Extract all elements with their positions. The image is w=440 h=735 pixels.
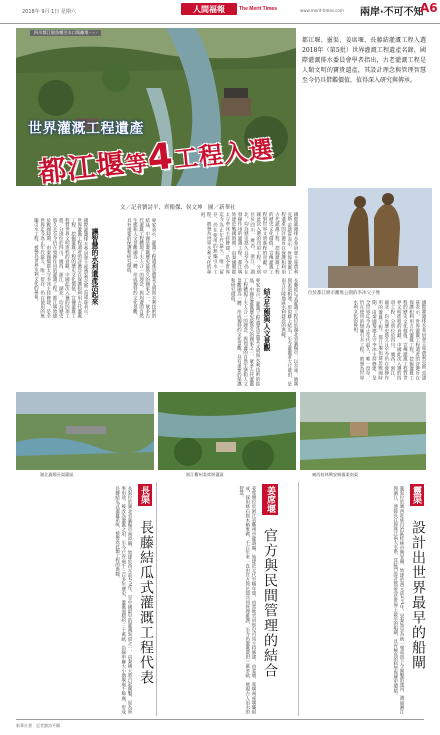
title-lingqu: 設計出世界最早的船閘 bbox=[410, 520, 426, 670]
statue-caption: 位於都江堰市離堆公園的李冰父子像 bbox=[308, 291, 380, 296]
tag-jiangxiyan: 姜席堰 bbox=[262, 484, 278, 515]
website-url: www.merit-times.com bbox=[300, 8, 344, 13]
photo-changqu bbox=[16, 392, 154, 470]
kicker: 世界灌溉工程遺產 bbox=[28, 121, 144, 137]
body-lingqu: 靈渠位於廣西壯族自治區桂林市興安縣，始建於西元前214年，是秦始皇為統一嶺南而下令開鑿的運河，溝通湘江與漓江，連接長江與珠江兩大水系，其陡門設計被認為是世界上最早的船閘，具有極高的科學與歷史價值。 bbox=[392, 486, 404, 714]
photo-jiangxiyan bbox=[158, 392, 296, 470]
byline: 文／記者劉詩平、齊衛傑、侯文坤 圖／新華社 bbox=[120, 205, 236, 211]
newspaper-logo-en: The Merit Times bbox=[239, 6, 277, 12]
title-changqu: 長藤結瓜式灌溉工程代表 bbox=[138, 520, 154, 685]
body-text-1d: 專家表示，灌溉工程遺產是農業文明與水利技術的結晶，中國是灌溉歷史最悠久的國家之一，眾多古代灌溉工程體現了天人合一的理念，與周邊的自然生態和人文景觀融為一體，形成獨特的文化景觀，具有重要的保護和研究價值。 bbox=[126, 218, 156, 318]
tag-changqu: 長渠 bbox=[138, 484, 152, 506]
subhead-1: 讓智慧的水利遺產活起來 bbox=[91, 228, 99, 305]
page-footer bbox=[16, 719, 424, 729]
divider-1 bbox=[156, 482, 157, 716]
divider-2 bbox=[298, 482, 299, 716]
headline-part-a: 都江堰 bbox=[36, 146, 127, 189]
page-header bbox=[0, 0, 440, 24]
photo-caption-2: 浙江衢州姜席堰灌區 bbox=[186, 472, 224, 477]
body-text-1b: 國際灌溉排水委員會主席費利克斯‧雷諾茲表示，世界灌溉工程遺產的評選旨在保護和利用古代灌溉工程，挖掘灌溉工程的歷史文化價值，宣傳灌溉工程對世界文明進程的貢獻。中國此次入選的四項工程，分別位於四川、廣西、浙江、湖北，均為歷史悠久且至今仍在發揮作用的灌溉工程。都江堰始建於戰國時期，由秦國蜀郡太守李冰主持修建，是全世界迄今為止年代最久、唯一留存、仍在使用的無壩引水工程，被譽為世界水利文化的鼻祖。 bbox=[199, 212, 298, 274]
headline-part-c: 工程入選 bbox=[172, 135, 275, 174]
page-number: A6 bbox=[420, 1, 438, 15]
body-changqu: 長渠位於湖北省襄陽市南漳縣，始建於西元前279年，是中國最早的灌溉渠道之一，由秦國大將白起開鑿，原為軍事用途，後改為灌溉之用，至今已有兩千三百多年歷史，灌溉面積約三十萬畝，沿線串聯大小塘堰兩千餘處，形成長藤結瓜式灌溉系統，被譽為此類工程的典範。 bbox=[114, 486, 132, 714]
photo-lingqu bbox=[300, 392, 426, 470]
title-jiangxiyan: 官方與民間管理的結合 bbox=[262, 528, 278, 678]
photo-caption-1: 湖北襄陽長渠灌區 bbox=[40, 472, 74, 477]
photo-caption-3: 廣西桂林興安縣靈渠南渠 bbox=[312, 472, 359, 477]
body-text-1c: 國際灌溉排水委員會主席費利克斯‧雷諾茲表示，世界灌溉工程遺產的評選旨在保護和利用古代灌溉工程，挖掘灌溉工程的歷史文化價值，宣傳灌溉工程對世界文明進程的貢獻。中國此次入選的四項工程，分別位於四川、廣西、浙江、湖北，均為歷史悠久且至今仍在發揮作用的灌溉工程。都江堰始建於戰國時期，由秦國蜀郡太守李冰主持修建，是全世界迄今為止年代最久、唯一留存、仍在使用的無壩引水工程，被譽為世界水利文化的鼻祖。 bbox=[33, 218, 88, 318]
footer-credit: 新華社發 記者劉詩平攝 bbox=[16, 723, 60, 728]
headline-number: 4 bbox=[145, 135, 176, 180]
tag-lingqu: 靈渠 bbox=[410, 484, 424, 506]
headline-part-b: 等 bbox=[123, 151, 150, 179]
hero-caption: 四川都江堰魚嘴引水口與離堆⋯⋯ bbox=[30, 30, 101, 36]
body-jiangxiyan: 姜席堰位於浙江省衢州市龍游縣，始建於元代至順年間，由當地官員察兒可馬主持修建，由姜堰、席堰兩座堰壩組成，採用條石與木樁堆砌，千百年來一直由官方與民間共同管理維護，至今仍灌溉農田三萬多畝，展現古人治水的智慧。 bbox=[238, 486, 256, 714]
section-title: 兩岸‧不可不知 bbox=[360, 7, 424, 18]
subhead-2: 結合生態與人文景觀 bbox=[263, 288, 271, 351]
newspaper-logo: 人間福報 bbox=[181, 3, 237, 15]
body-text-2a: 專家表示，灌溉工程遺產是農業文明與水利技術的結晶，中國是灌溉歷史最悠久的國家之一，眾多古代灌溉工程體現了天人合一的理念，與周邊的自然生態和人文景觀融為一體，形成獨特的文化景觀，具有重要的保護和研究價值。 bbox=[230, 278, 260, 386]
body-text-1a: 國際灌溉排水委員會主席費利克斯‧雷諾茲表示，世界灌溉工程遺產的評選旨在保護和利用古代灌溉工程，挖掘灌溉工程的歷史文化價值，宣傳灌溉工程對世界文明進程的貢獻。中國此次入選的四項工程，分別位於四川、廣西、浙江、湖北，均為歷史悠久且至今仍在發揮作用的灌溉工程。都江堰始建於戰國時期，由秦國蜀郡太守李冰主持修建，是全世界迄今為止年代最久、唯一留存、仍在使用的無壩引水工程，被譽為世界水利文化的鼻祖。 bbox=[352, 300, 426, 380]
issue-date: 2018年 9月 1日 星期六 bbox=[22, 9, 76, 15]
body-text-2b: 長藤結瓜式灌溉工程位於湖北省襄陽市，以水庫、塘堰與渠道相連，形似藤上結瓜，至今灌溉著大片農田，是南方丘陵地區水利建設的典範。 bbox=[280, 278, 298, 386]
statue-photo bbox=[308, 188, 432, 288]
lead-paragraph: 都江堰、靈渠、姜席堰、長藤結灌溉工程入選2018年（第5批）世界灌溉工程遺產名錄，國際灌溉排水委員會學者指出，古老灌溉工程是人類文明的寶貴遺產，其設計理念與管理智慧至今仍具借鑑價值，值得深入研究與傳承。 bbox=[302, 37, 426, 84]
